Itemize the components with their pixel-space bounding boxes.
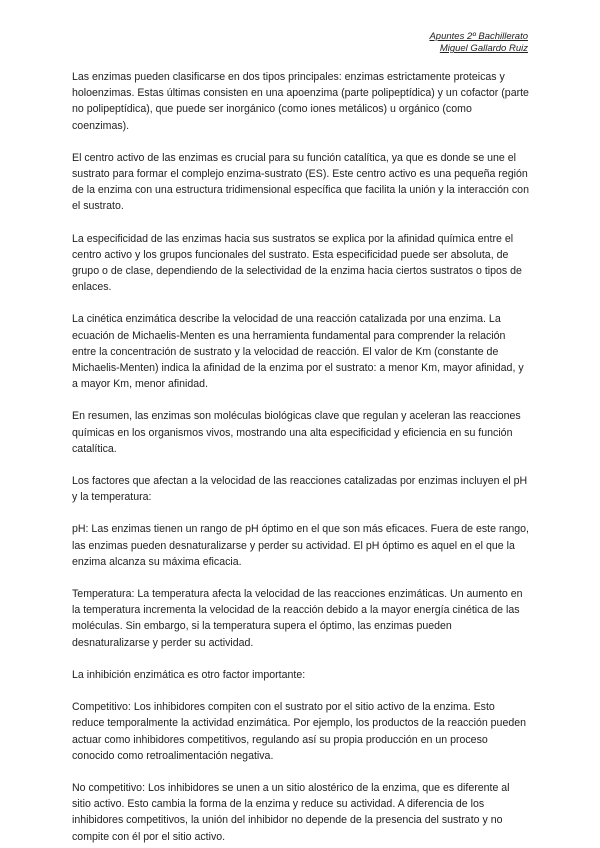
document-body [72, 69, 530, 845]
paragraph-summary: En resumen, las enzimas son moléculas biológicas clave que regulan y aceleran las reacciones químicas en los organismos vivos, mostrando una alta especificidad y eficiencia en su función catalítica. [72, 410, 521, 455]
paragraph-competitive: Competitivo: Los inhibidores compiten con el sustrato por el sitio activo de la enzima. Esto reduce temporalmente la actividad enzimática. Por ejemplo, los productos de la reacción pueden actuar como inhibidores competitivos, regulando así su propia producción en un proceso conocido como retroalimentación negativa. [72, 701, 527, 762]
paragraph-kinetics: La cinética enzimática describe la velocidad de una reacción catalizada por una enzima. La ecuación de Michaelis-Menten es una herramienta fundamental para comprender la relación entre la concentración de sustrato y la velocidad de reacción. El valor de Km (constante de Michaelis-Menten) indica la afinidad de la enzima por el sustrato: a menor Km, mayor afinidad, y a mayor Km, menor afinidad. [72, 313, 524, 391]
page-header [429, 31, 528, 55]
paragraph-temperature: Temperatura: La temperatura afecta la velocidad de las reacciones enzimáticas. Un aumento en la temperatura incrementa la velocidad de la reacción debido a la mayor energía cinética de las moléculas. Sin embargo, si la temperatura supera el óptimo, las enzimas pueden desnaturalizarse y perder su actividad. [72, 588, 523, 649]
paragraph-enzyme-types: Las enzimas pueden clasificarse en dos tipos principales: enzimas estrictamente proteicas y holoenzimas. Estas últimas consisten en una apoenzima (parte polipeptídica) y un cofactor (parte no polipeptídica), que puede ser inorgánico (como iones metálicos) u orgánico (como coenzimas). [72, 71, 529, 132]
paragraph-factors-intro: Los factores que afectan a la velocidad de las reacciones catalizadas por enzimas incluyen el pH y la temperatura: [72, 475, 528, 504]
paragraph-specificity: La especificidad de las enzimas hacia sus sustratos se explica por la afinidad química entre el centro activo y los grupos funcionales del sustrato. Esta especificidad puede ser absoluta, de grupo o de clase, dependiendo de la selectividad de la enzima hacia ciertos sustratos o tipos de enlaces. [72, 232, 522, 294]
header-course: Apuntes 2º Bachillerato [429, 31, 528, 42]
paragraph-active-site: El centro activo de las enzimas es crucial para su función catalítica, ya que es donde se une el sustrato para formar el complejo enzima-sustrato (ES). Este centro activo es una pequeña región de la enzima con una estructura tridimensional específica que facilita la unión y la interacción con el sustrato. [72, 151, 529, 213]
paragraph-ph: pH: Las enzimas tienen un rango de pH óptimo en el que son más eficaces. Fuera de este rango, las enzimas pueden desnaturalizarse y perder su actividad. El pH óptimo es aquel en el que la enzima alcanza su máxima eficacia. [72, 523, 529, 568]
header-author: Miguel Gallardo Ruiz [439, 43, 528, 54]
paragraph-inhibition-intro: La inhibición enzimática es otro factor importante: [72, 668, 306, 681]
paragraph-non-competitive: No competitivo: Los inhibidores se unen a un sitio alostérico de la enzima, que es diferente al sitio activo. Esto cambia la forma de la enzima y reduce su actividad. A diferencia de los inhibidores competitivos, la unión del inhibidor no depende de la presencia del sustrato y no compite con él por el sitio activo. [72, 781, 510, 843]
